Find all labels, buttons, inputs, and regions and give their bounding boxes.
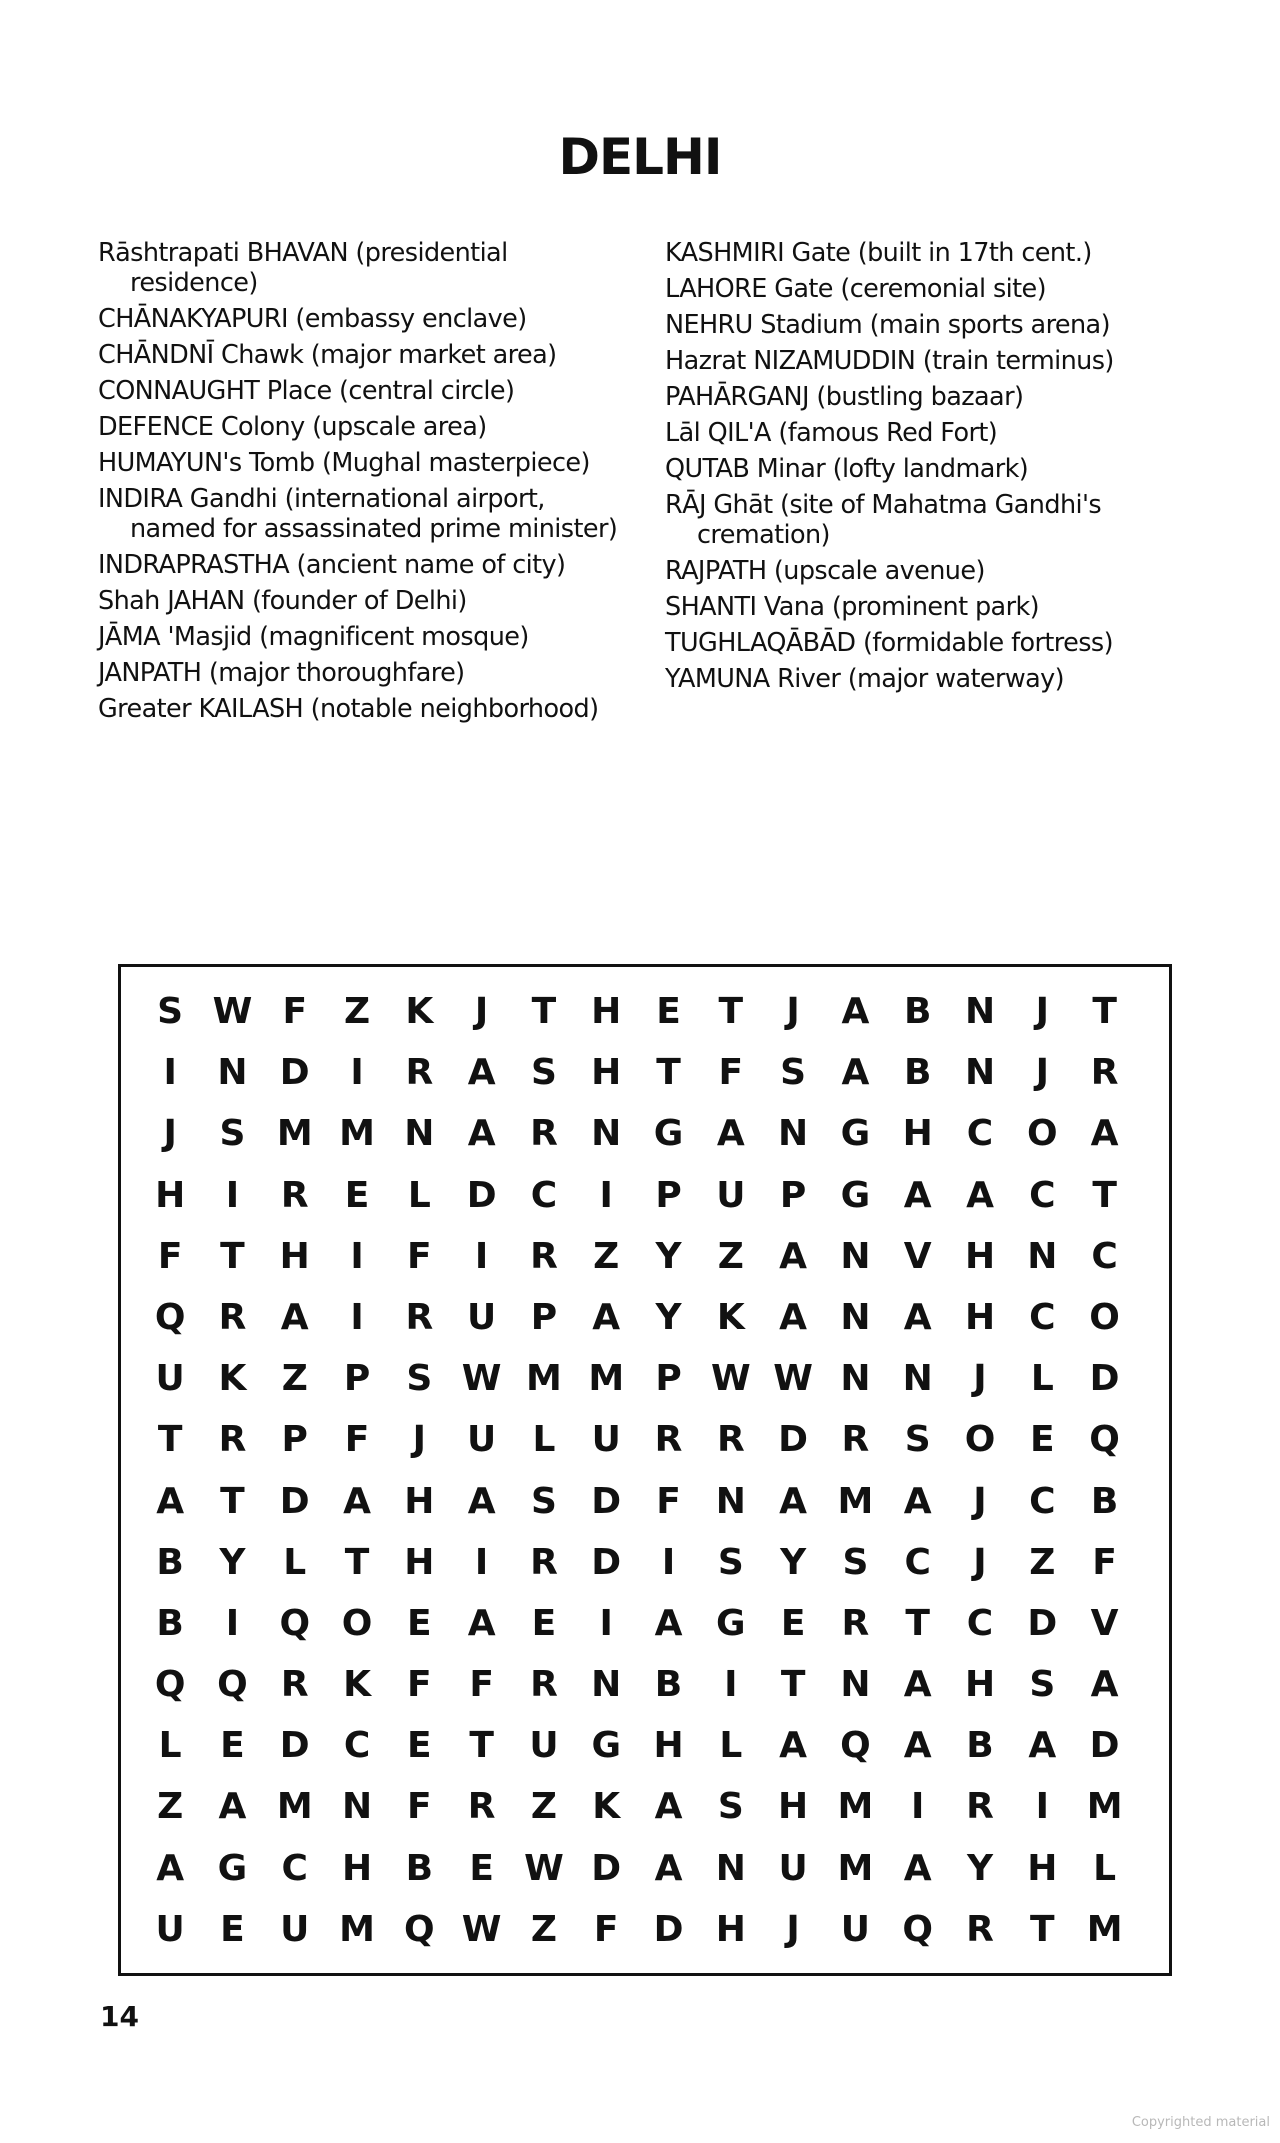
grid-letter[interactable]: S [1029,1664,1056,1706]
grid-letter[interactable]: S [904,1419,931,1461]
grid-letter[interactable]: F [407,1235,432,1277]
grid-letter[interactable]: A [903,1725,932,1767]
grid-letter[interactable]: R [841,1419,870,1461]
grid-letter[interactable]: D [279,1725,310,1767]
grid-letter[interactable]: U [467,1296,497,1338]
clue-item: INDRAPRASTHA (ancient name of city) [98,550,566,580]
grid-letter[interactable]: L [407,1174,431,1216]
grid-letter[interactable]: I [724,1664,738,1706]
grid-letter[interactable]: E [780,1602,806,1644]
grid-letter[interactable]: Y [655,1296,682,1338]
grid-letter[interactable]: B [903,1052,932,1094]
copyright-watermark: Copyrighted material [1131,2115,1270,2130]
grid-letter[interactable]: H [964,1235,996,1277]
grid-letter[interactable]: A [1028,1725,1057,1767]
grid-letter[interactable]: N [840,1358,871,1400]
grid-letter[interactable]: N [1027,1235,1058,1277]
grid-letter[interactable]: D [1089,1725,1120,1767]
grid-letter[interactable]: A [592,1296,621,1338]
grid-letter[interactable]: M [526,1358,562,1400]
grid-letter[interactable]: J [973,1541,987,1583]
grid-letter[interactable]: M [276,1786,313,1828]
grid-letter[interactable]: F [407,1664,432,1706]
grid-letter[interactable]: O [1027,1113,1058,1155]
grid-letter[interactable]: H [778,1786,809,1828]
grid-letter[interactable]: N [964,1052,996,1094]
grid-letter[interactable]: R [218,1296,247,1338]
grid-letter[interactable]: C [1091,1235,1118,1277]
grid-letter[interactable]: I [599,1174,613,1216]
grid-letter[interactable]: I [661,1541,676,1583]
grid-letter[interactable]: A [1090,1113,1119,1155]
grid-letter[interactable]: K [716,1296,745,1338]
grid-letter[interactable]: R [405,1052,434,1094]
grid-letter[interactable]: K [218,1358,247,1400]
grid-letter[interactable]: C [1029,1480,1056,1522]
grid-letter[interactable]: I [225,1602,240,1644]
clue-item: Rāshtrapati BHAVAN (presidential residence) [98,238,508,298]
grid-letter[interactable]: I [911,1786,925,1828]
grid-letter[interactable]: B [654,1664,683,1706]
grid-letter[interactable]: N [715,1847,746,1889]
grid-letter[interactable]: A [903,1296,932,1338]
grid-letter[interactable]: F [656,1480,681,1522]
grid-letter[interactable]: I [225,1174,240,1216]
grid-letter[interactable]: L [1030,1358,1054,1400]
grid-letter[interactable]: I [474,1235,489,1277]
grid-letter[interactable]: N [591,1113,622,1155]
grid-letter[interactable]: A [903,1480,932,1522]
grid-letter[interactable]: T [718,991,744,1032]
grid-letter[interactable]: P [779,1174,807,1216]
grid-letter[interactable]: L [532,1419,556,1461]
clue-item: CHĀNAKYAPURI (embassy enclave) [98,304,527,334]
clue-item: Shah JAHAN (founder of Delhi) [98,586,467,616]
grid-letter[interactable]: C [343,1725,371,1767]
grid-letter[interactable]: T [157,1419,183,1461]
grid-letter[interactable]: D [279,1480,310,1522]
grid-letter[interactable]: V [903,1235,932,1277]
grid-letter[interactable]: A [467,1480,496,1522]
grid-letter[interactable]: Z [717,1235,744,1277]
grid-letter[interactable]: I [599,1602,613,1644]
grid-letter[interactable]: M [339,1908,375,1950]
grid-letter[interactable]: P [655,1358,682,1400]
clue-item: CHĀNDNĪ Chawk (major market area) [98,340,557,370]
grid-letter[interactable]: H [964,1664,996,1706]
grid-letter[interactable]: N [217,1052,248,1094]
clue-item: RĀJ Ghāt (site of Mahatma Gandhi's cremation) [665,490,1102,550]
grid-letter[interactable]: H [591,1052,622,1094]
grid-letter[interactable]: E [656,991,681,1032]
grid-letter[interactable]: C [1029,1174,1056,1216]
grid-letter[interactable]: I [1035,1786,1049,1828]
grid-letter[interactable]: J [163,1113,177,1155]
grid-letter[interactable]: C [530,1174,558,1216]
grid-letter[interactable]: E [220,1725,245,1767]
grid-letter[interactable]: H [404,1480,435,1522]
grid-letter[interactable]: A [280,1296,309,1338]
grid-letter[interactable]: Y [966,1847,994,1889]
grid-letter[interactable]: V [1090,1602,1119,1644]
grid-letter[interactable]: O [964,1419,996,1461]
clue-item: KASHMIRI Gate (built in 17th cent.) [665,238,1092,268]
grid-letter[interactable]: D [1089,1358,1120,1400]
grid-letter[interactable]: R [280,1174,309,1216]
grid-letter[interactable]: F [1092,1541,1117,1583]
grid-letter[interactable]: H [715,1908,746,1950]
grid-letter[interactable]: O [1089,1296,1120,1338]
grid-letter[interactable]: R [654,1419,683,1461]
grid-letter[interactable]: A [841,991,870,1032]
grid-letter[interactable]: U [591,1419,621,1461]
grid-letter[interactable]: T [905,1602,930,1644]
grid-letter[interactable]: A [654,1602,683,1644]
grid-letter[interactable]: L [1093,1847,1117,1889]
grid-letter[interactable]: T [1030,1908,1055,1950]
grid-letter[interactable]: N [840,1296,871,1338]
grid-letter[interactable]: S [780,1052,807,1094]
grid-letter[interactable]: Z [343,991,371,1032]
grid-letter[interactable]: E [220,1908,245,1950]
grid-letter[interactable]: N [840,1664,871,1706]
grid-letter[interactable]: F [593,1908,619,1950]
grid-letter[interactable]: D [279,1052,310,1094]
grid-letter[interactable]: A [1090,1664,1119,1706]
grid-letter[interactable]: A [467,1113,496,1155]
grid-letter[interactable]: N [591,1664,622,1706]
grid-letter[interactable]: A [903,1174,932,1216]
grid-letter[interactable]: Q [279,1602,311,1644]
grid-letter[interactable]: T [1092,1174,1117,1216]
grid-letter[interactable]: Z [1029,1541,1056,1583]
grid-letter[interactable]: W [773,1358,813,1400]
grid-letter[interactable]: Q [840,1725,871,1767]
grid-letter[interactable]: H [1027,1847,1058,1889]
grid-letter[interactable]: S [219,1113,246,1155]
grid-letter[interactable]: T [780,1664,806,1706]
grid-letter[interactable]: D [591,1847,622,1889]
grid-letter[interactable]: B [966,1725,994,1767]
grid-letter[interactable]: U [280,1908,310,1950]
grid-letter[interactable]: A [156,1847,185,1889]
grid-letter[interactable]: Y [780,1541,807,1583]
grid-letter[interactable]: R [841,1602,870,1644]
grid-letter[interactable]: A [716,1113,745,1155]
grid-letter[interactable]: C [966,1602,994,1644]
grid-letter[interactable]: N [404,1113,435,1155]
grid-letter[interactable]: W [524,1847,564,1889]
grid-letter[interactable]: U [155,1908,185,1950]
grid-letter[interactable]: K [343,1664,371,1706]
grid-letter[interactable]: I [350,1296,364,1338]
clue-item: LAHORE Gate (ceremonial site) [665,274,1046,304]
grid-letter[interactable]: Q [154,1664,186,1706]
grid-letter[interactable]: A [654,1786,683,1828]
grid-letter[interactable]: W [212,991,253,1032]
grid-letter[interactable]: M [276,1113,313,1155]
grid-letter[interactable]: D [591,1480,622,1522]
grid-letter[interactable]: C [904,1541,931,1583]
grid-letter[interactable]: E [407,1725,432,1767]
clue-item: Hazrat NIZAMUDDIN (train terminus) [665,346,1114,376]
grid-letter[interactable]: T [344,1541,370,1583]
grid-letter[interactable]: R [405,1296,434,1338]
grid-letter[interactable]: S [530,1052,557,1094]
grid-letter[interactable]: N [715,1480,746,1522]
grid-letter[interactable]: C [281,1847,308,1889]
grid-letter[interactable]: F [282,991,308,1032]
grid-letter[interactable]: G [840,1174,871,1216]
grid-letter[interactable]: R [966,1908,994,1950]
grid-letter[interactable]: A [156,1480,185,1522]
clue-item: Greater KAILASH (notable neighborhood) [98,694,599,724]
grid-letter[interactable]: I [350,1052,364,1094]
grid-letter[interactable]: G [217,1847,248,1889]
grid-letter[interactable]: J [1035,1052,1049,1094]
grid-letter[interactable]: B [156,1602,184,1644]
clue-item: Lāl QIL'A (famous Red Fort) [665,418,998,448]
grid-letter[interactable]: J [973,1358,987,1400]
clue-item: NEHRU Stadium (main sports arena) [665,310,1110,340]
grid-letter[interactable]: Q [154,1296,186,1338]
grid-letter[interactable]: T [469,1725,494,1767]
grid-letter[interactable]: D [466,1174,497,1216]
grid-letter[interactable]: S [842,1541,869,1583]
grid-letter[interactable]: A [966,1174,994,1216]
grid-letter[interactable]: A [467,1052,496,1094]
grid-letter[interactable]: M [1086,1908,1123,1950]
grid-letter[interactable]: N [778,1113,809,1155]
grid-letter[interactable]: H [653,1725,684,1767]
grid-letter[interactable]: D [1027,1602,1058,1644]
grid-letter[interactable]: N [341,1786,373,1828]
grid-letter[interactable]: B [903,991,932,1032]
grid-letter[interactable]: N [964,991,996,1032]
grid-letter[interactable]: E [344,1174,370,1216]
grid-letter[interactable]: Q [217,1664,248,1706]
grid-letter[interactable]: Z [157,1786,184,1828]
clue-item: RAJPATH (upscale avenue) [665,556,985,586]
grid-letter[interactable]: L [719,1725,743,1767]
grid-letter[interactable]: I [474,1541,489,1583]
grid-letter[interactable]: E [407,1602,432,1644]
grid-letter[interactable]: R [1090,1052,1119,1094]
grid-letter[interactable]: B [156,1541,184,1583]
grid-letter[interactable]: G [840,1113,871,1155]
grid-letter[interactable]: T [656,1052,681,1094]
grid-letter[interactable]: Z [530,1908,557,1950]
grid-letter[interactable]: E [531,1602,557,1644]
clue-item: JĀMA 'Masjid (magnificent mosque) [98,622,529,652]
clue-item: JANPATH (major thoroughfare) [98,658,465,688]
grid-letter[interactable]: J [973,1480,987,1522]
grid-letter[interactable]: Y [219,1541,246,1583]
grid-letter[interactable]: Z [281,1358,308,1400]
grid-letter[interactable]: S [406,1358,433,1400]
grid-letter[interactable]: A [779,1296,808,1338]
grid-letter[interactable]: F [157,1235,183,1277]
grid-letter[interactable]: M [588,1358,625,1400]
grid-letter[interactable]: F [344,1419,370,1461]
grid-letter[interactable]: H [404,1541,435,1583]
grid-letter[interactable]: J [412,1419,427,1461]
grid-letter[interactable]: R [530,1664,558,1706]
grid-letter[interactable]: Q [902,1908,934,1950]
page-title: DELHI [558,128,722,186]
grid-letter[interactable]: R [467,1786,496,1828]
grid-letter[interactable]: M [837,1480,874,1522]
clue-list-right [665,238,1205,700]
grid-letter[interactable]: U [778,1847,808,1889]
grid-letter[interactable]: U [840,1908,871,1950]
clue-item: CONNAUGHT Place (central circle) [98,376,515,406]
grid-letter[interactable]: A [779,1725,808,1767]
grid-letter[interactable]: S [717,1786,744,1828]
grid-letter[interactable]: M [837,1847,874,1889]
grid-letter[interactable]: G [716,1602,746,1644]
grid-letter[interactable]: G [653,1113,684,1155]
grid-letter[interactable]: Q [1089,1419,1120,1461]
grid-letter[interactable]: U [467,1419,497,1461]
grid-letter[interactable]: D [591,1541,622,1583]
word-search-grid [118,964,1172,1976]
grid-letter[interactable]: U [155,1358,185,1400]
grid-letter[interactable]: F [469,1664,494,1706]
grid-letter[interactable]: R [530,1235,558,1277]
grid-letter[interactable]: N [840,1235,871,1277]
grid-letter[interactable]: H [155,1174,186,1216]
grid-letter[interactable]: A [779,1235,808,1277]
grid-letter[interactable]: A [841,1052,870,1094]
grid-letter[interactable]: P [530,1296,558,1338]
clue-item: QUTAB Minar (lofty landmark) [665,454,1029,484]
grid-letter[interactable]: H [341,1847,373,1889]
grid-letter[interactable]: R [530,1113,558,1155]
grid-letter[interactable]: Z [593,1235,620,1277]
clue-item: SHANTI Vana (prominent park) [665,592,1039,622]
grid-letter[interactable]: T [220,1480,245,1522]
grid-letter[interactable]: A [218,1786,247,1828]
grid-letter[interactable]: Y [655,1235,682,1277]
grid-letter[interactable]: P [281,1419,308,1461]
grid-letter[interactable]: C [1029,1296,1056,1338]
grid-letter[interactable]: R [530,1541,558,1583]
grid-letter[interactable]: A [654,1847,683,1889]
grid-letter[interactable]: R [218,1419,247,1461]
grid-letter[interactable]: I [163,1052,177,1094]
clue-item: TUGHLAQĀBĀD (formidable fortress) [665,628,1113,658]
grid-letter[interactable]: S [530,1480,557,1522]
grid-letter[interactable]: B [1090,1480,1119,1522]
grid-letter[interactable]: U [529,1725,559,1767]
grid-letter[interactable]: B [405,1847,434,1889]
grid-letter[interactable]: H [591,991,622,1032]
grid-letter[interactable]: M [837,1786,874,1828]
grid-letter[interactable]: D [778,1419,809,1461]
grid-letter[interactable]: Q [404,1908,435,1950]
page-number: 14 [100,2000,139,2033]
grid-letter[interactable]: N [902,1358,933,1400]
grid-letter[interactable]: J [1035,991,1049,1032]
grid-letter[interactable]: G [591,1725,621,1767]
grid-letter[interactable]: J [474,991,489,1032]
grid-letter[interactable]: F [718,1052,744,1094]
grid-letter[interactable]: F [407,1786,432,1828]
clue-item: DEFENCE Colony (upscale area) [98,412,487,442]
grid-letter[interactable]: R [716,1419,745,1461]
grid-letter[interactable]: H [964,1296,996,1338]
grid-letter[interactable]: A [779,1480,808,1522]
grid-letter[interactable]: W [461,1358,502,1400]
grid-letter[interactable]: W [461,1908,502,1950]
grid-letter[interactable]: L [283,1541,307,1583]
grid-letter[interactable]: L [158,1725,182,1767]
grid-letter[interactable]: J [786,991,800,1032]
letter-grid [139,981,1136,1960]
grid-letter[interactable]: A [343,1480,371,1522]
grid-letter[interactable]: M [1086,1786,1123,1828]
grid-letter[interactable]: E [469,1847,494,1889]
grid-letter[interactable]: C [966,1113,994,1155]
clue-item: YAMUNA River (major waterway) [665,664,1064,694]
grid-letter[interactable]: A [467,1602,496,1644]
grid-letter[interactable]: Z [530,1786,557,1828]
grid-letter[interactable]: S [717,1541,744,1583]
clue-list-left [98,238,628,730]
grid-letter[interactable]: T [531,991,557,1032]
grid-letter[interactable]: A [903,1847,932,1889]
clue-item: PAHĀRGANJ (bustling bazaar) [665,382,1024,412]
grid-letter[interactable]: K [405,991,434,1032]
grid-letter[interactable]: W [710,1358,751,1400]
grid-letter[interactable]: T [1092,991,1117,1032]
grid-letter[interactable]: I [350,1235,364,1277]
grid-letter[interactable]: P [343,1358,371,1400]
grid-letter[interactable]: R [966,1786,994,1828]
grid-letter[interactable]: H [279,1235,310,1277]
grid-letter[interactable]: O [341,1602,373,1644]
grid-letter[interactable]: E [1030,1419,1055,1461]
grid-letter[interactable]: K [592,1786,621,1828]
grid-letter[interactable]: R [280,1664,309,1706]
grid-letter[interactable]: M [339,1113,375,1155]
grid-letter[interactable]: P [655,1174,682,1216]
grid-letter[interactable]: J [786,1908,800,1950]
grid-letter[interactable]: D [653,1908,684,1950]
clue-item: HUMAYUN's Tomb (Mughal masterpiece) [98,448,590,478]
grid-letter[interactable]: S [157,991,184,1032]
clue-item: INDIRA Gandhi (international airport, named for assassinated prime minister) [98,484,618,544]
grid-letter[interactable]: H [902,1113,933,1155]
grid-letter[interactable]: A [903,1664,932,1706]
grid-letter[interactable]: T [220,1235,245,1277]
grid-letter[interactable]: U [716,1174,746,1216]
